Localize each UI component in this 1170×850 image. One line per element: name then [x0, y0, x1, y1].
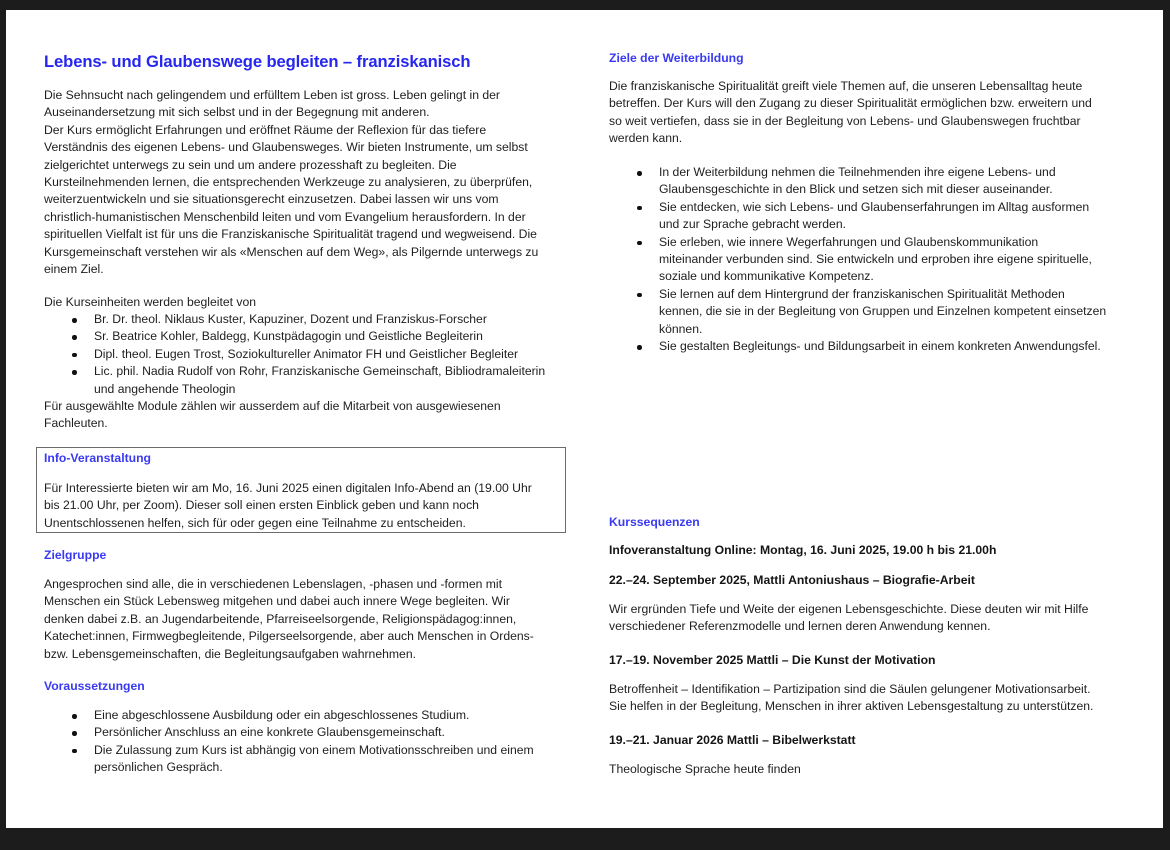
target-group-text: Angesprochen sind alle, die in verschiedenen Lebenslagen, -phasen und -formen mit Menschen ein Stück Lebensweg mitgehen und dabei auch innere Wege begleiten. Wir denken dabei z.B. an Jugendarbeitende, Pfarreiseelsorgende, Religionspädagog:innen, Katechet:innen, Firmwegbegleitende, Pilgerseelsorgende, aber auch Menschen in Ordens- bzw. Lebensgemeinschaften, die Begleitungsaufgaben wahrnehmen.: [44, 577, 534, 661]
list-item: Lic. phil. Nadia Rudolf von Rohr, Franziskanische Gemeinschaft, Bibliodramaleiterin und angehende Theologin: [44, 363, 584, 398]
bullet-icon: [72, 370, 77, 375]
module-description: Wir ergründen Tiefe und Weite der eigenen Lebensgeschichte. Diese deuten wir mit Hilfe verschiedener Referenzmodelle und lernen deren Anwendung kennen.: [609, 602, 1089, 634]
document-page: [6, 10, 1163, 828]
list-item: In der Weiterbildung nehmen die Teilnehmenden ihre eigene Lebens- und Glaubensgeschichte in den Blick und setzen sich mit dieser auseinander.: [609, 164, 1149, 199]
goals-list: [609, 164, 1149, 355]
sequence-info-line: Infoveranstaltung Online: Montag, 16. Juni 2025, 19.00 h bis 21.00h: [609, 543, 997, 557]
module-title: 17.–19. November 2025 Mattli – Die Kunst der Motivation: [609, 653, 936, 667]
bullet-icon: [72, 731, 77, 736]
list-item: Sie gestalten Begleitungs- und Bildungsarbeit in einem konkreten Anwendungsfel.: [609, 338, 1149, 355]
module-title: 19.–21. Januar 2026 Mattli – Bibelwerkstatt: [609, 733, 856, 747]
module-description: Theologische Sprache heute finden: [609, 762, 801, 776]
sequences-heading: Kurssequenzen: [609, 515, 700, 529]
requirements-heading: Voraussetzungen: [44, 679, 145, 693]
list-item: Br. Dr. theol. Niklaus Kuster, Kapuziner, Dozent und Franziskus-Forscher: [44, 311, 584, 328]
list-item: Sie lernen auf dem Hintergrund der franziskanischen Spiritualität Methoden kennen, die sie in der Begleitung von Gruppen und Einzelnen kompetent einsetzen können.: [609, 286, 1149, 338]
list-item: Sie erleben, wie innere Wegerfahrungen und Glaubenskommunikation miteinander verbunden sind. Sie entwickeln und erproben ihre eigene spirituelle, soziale und kommunikative Kompetenz.: [609, 234, 1149, 286]
leaders-intro: Die Kurseinheiten werden begleitet von: [44, 295, 257, 309]
bullet-icon: [637, 171, 642, 176]
module-description: Betroffenheit – Identifikation – Partizipation sind die Säulen gelungener Motivationsarbeit. Sie helfen in der Begleitung, Menschen in ihrer aktiven Lebensgestaltung zu unterstützen.: [609, 682, 1094, 714]
leaders-list: [44, 311, 584, 398]
info-event-text: Für Interessierte bieten wir am Mo, 16. Juni 2025 einen digitalen Info-Abend an (19.00 Uhr bis 21.00 Uhr, per Zoom). Dieser soll einen ersten Einblick geben und kann noch Unentschlossenen helfen, sich für oder gegen eine Teilnahme zu entscheiden.: [44, 481, 532, 530]
goals-paragraph: Die franziskanische Spiritualität greift viele Themen auf, die unseren Lebensalltag heute betreffen. Der Kurs will den Zugang zu dieser Spiritualität ermöglichen bzw. erweitern und so weit vertiefen, dass sie in der Begleitung von Lebens- und Glaubenswegen fruchtbar werden kann.: [609, 79, 1092, 146]
module-title: 22.–24. September 2025, Mattli Antoniushaus – Biografie-Arbeit: [609, 573, 975, 587]
list-item: Eine abgeschlossene Ausbildung oder ein abgeschlossenes Studium.: [44, 707, 584, 724]
target-group-heading: Zielgruppe: [44, 548, 107, 562]
info-event-heading: Info-Veranstaltung: [44, 451, 151, 465]
bullet-icon: [72, 318, 77, 323]
bullet-icon: [72, 714, 77, 719]
bullet-icon: [637, 345, 642, 350]
bullet-icon: [637, 241, 642, 246]
leaders-outro: Für ausgewählte Module zählen wir ausserdem auf die Mitarbeit von ausgewiesenen Fachleuten.: [44, 399, 501, 431]
list-item: Sr. Beatrice Kohler, Baldegg, Kunstpädagogin und Geistliche Begleiterin: [44, 328, 584, 345]
list-item: Dipl. theol. Eugen Trost, Soziokultureller Animator FH und Geistlicher Begleiter: [44, 346, 584, 363]
list-item: Die Zulassung zum Kurs ist abhängig von einem Motivationsschreiben und einem persönlichen Gespräch.: [44, 742, 584, 777]
goals-heading: Ziele der Weiterbildung: [609, 51, 744, 65]
bullet-icon: [72, 749, 77, 754]
requirements-list: [44, 707, 584, 777]
bullet-icon: [72, 353, 77, 358]
list-item: Sie entdecken, wie sich Lebens- und Glaubenserfahrungen im Alltag ausformen und zur Sprache gebracht werden.: [609, 199, 1149, 234]
bullet-icon: [637, 293, 642, 298]
bullet-icon: [72, 335, 77, 340]
list-item: Persönlicher Anschluss an eine konkrete Glaubensgemeinschaft.: [44, 724, 584, 741]
bullet-icon: [637, 206, 642, 211]
document-title: Lebens- und Glaubenswege begleiten – franziskanisch: [44, 52, 471, 71]
intro-paragraph: Die Sehnsucht nach gelingendem und erfülltem Leben ist gross. Leben gelingt in der Auseinandersetzung mit sich selbst und in der Begegnung mit anderen. Der Kurs ermöglicht Erfahrungen und eröffnet Räume der Reflexion für das tiefere Verständnis des eigenen Lebens- und Glaubensweges. Wir bieten Instrumente, um selbst zielgerichtet unterwegs zu sein und um andere prozesshaft zu begleiten. Die Kursteilnehmenden lernen, die entsprechenden Werkzeuge zu analysieren, zu überprüfen, weiterzuentwickeln und sie situationsgerecht einzusetzen. Dabei lassen wir uns vom christlich-humanistischen Menschenbild leiten und vom Evangelium herausfordern. In der spirituellen Vielfalt ist für uns die Franziskanische Spiritualität tragend und wegweisend. Die Kursgemeinschaft verstehen wir als «Menschen auf dem Weg», als Pilgernde unterwegs zu einem Ziel.: [44, 88, 539, 277]
